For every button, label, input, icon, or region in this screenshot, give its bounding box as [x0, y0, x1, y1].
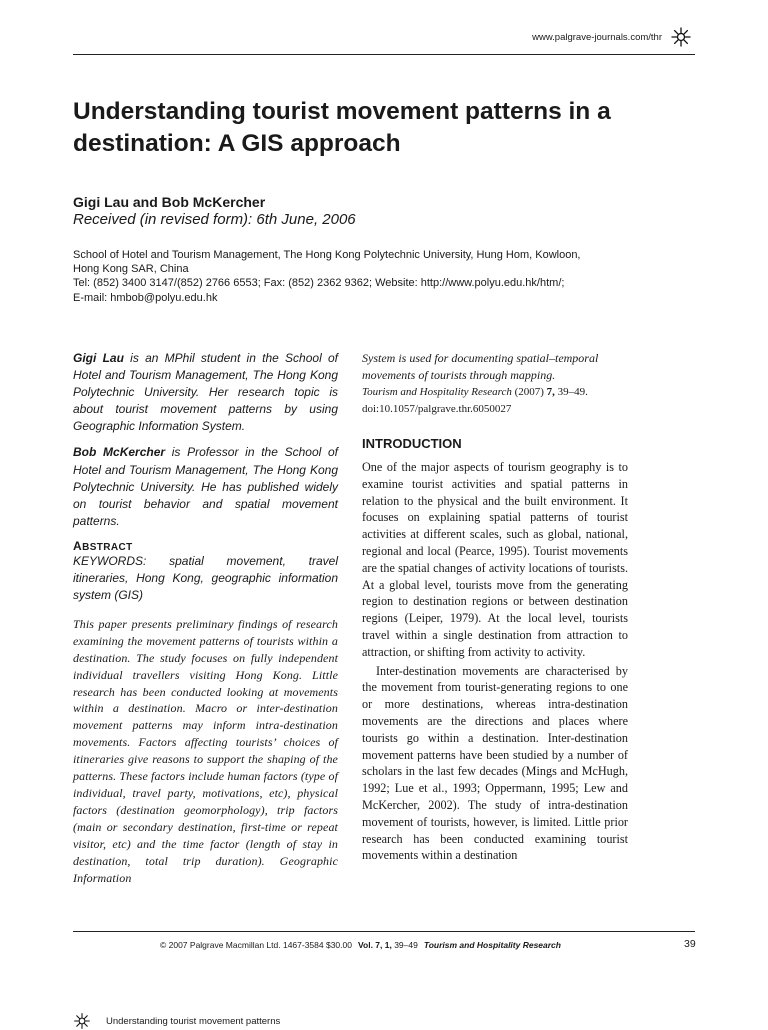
- author-bio-lau: [73, 350, 338, 435]
- citation-year: (2007): [511, 386, 547, 398]
- right-column: [362, 350, 628, 864]
- top-rule: [73, 54, 695, 55]
- citation: [362, 384, 628, 401]
- bio-text: is an MPhil student in the School of Hotel and Tourism Management, The Hong Kong Polytechnic University. Her research topic is about tourist movement patterns by using Geographic Information System.: [73, 351, 339, 434]
- intro-paragraph: One of the major aspects of tourism geography is to examine tourist activities and spatial patterns in relation to the physical and the built environment. It focuses on explaining spatial patterns of tourist activities at different scales, such as global, national, regional and local (Pearce, 1995). Tourist movements are the spatial changes of activity locations of tourists. At a global level, tourists move from the generating region to destination regions or between destination regions (Leiper, 1979). At the local level, tourists travel within a single destination from attraction to attraction, or shifting from activity to activity.: [362, 460, 628, 659]
- abstract-heading: [73, 539, 338, 553]
- footer-pages: 39–49: [391, 940, 418, 950]
- bio-text: is Professor in the School of Hotel and Tourism Management, The Hong Kong Polytechnic University. He has published widely on tourist behavior and spatial movement patterns.: [73, 445, 339, 528]
- bottom-rule: [73, 931, 695, 932]
- abstract-heading-rest: BSTRACT: [82, 541, 133, 553]
- citation-doi[interactable]: doi:10.1057/palgrave.thr.6050027: [362, 403, 512, 415]
- section-heading-introduction: INTRODUCTION: [362, 436, 462, 451]
- bio-name: Bob McKercher: [73, 445, 166, 460]
- author-bio-mckercher: [73, 444, 338, 529]
- abstract-continuation: System is used for documenting spatial–temporal movements of tourists through mapping.: [362, 351, 599, 382]
- citation-pages: 39–49.: [554, 386, 588, 398]
- abstract-text: This paper presents preliminary findings of research examining the movement patterns of tourists within a destination. The study focuses on fully independent individual travellers visiting Hong Kong. Little research has been conducted looking at movements within a destination. Macro or inter-destination movement patterns may inform intra-destination movements. Factors affecting tourists’ choices of itineraries give reasons to support the shaping of the patterns. These factors include human factors (type of individual, travel party, motivations, etc), physical factors (destination geomorphology), trip factors (main or secondary destination, first-time or repeat visitor, etc) and the time factor (length of stay in destination, total trip duration). Geographic Information: [73, 616, 338, 885]
- bio-name: Gigi Lau: [73, 351, 124, 365]
- affiliation-line: Tel: (852) 3400 3147/(852) 2766 6553; Fax: (852) 2362 9362; Website: http://www.polyu.edu.hk/htm/;: [73, 277, 565, 290]
- palgrave-star-icon: [73, 1012, 91, 1030]
- authors: Gigi Lau and Bob McKercher: [73, 194, 266, 210]
- journal-url[interactable]: www.palgrave-journals.com/thr: [532, 32, 662, 43]
- affiliation-line: E-mail: hmbob@polyu.edu.hk: [73, 291, 218, 304]
- affiliation: [73, 248, 633, 305]
- intro-paragraph: Inter-destination movements are characterised by the movement from tourist-generating regions to one or more destinations, whereas intra-destination movements are the directions and places where tourists go within a destination. Inter-destination movement patterns have been studied by a number of scholars in the last few decades (Mings and McHugh, 1992; Lue et al., 1993; Oppermann, 1995; Lew and McKercher, 2002). The study of intra-destination movement of tourists, however, is limited. Little prior research has been conducted examining tourist movements within a destination: [362, 663, 628, 863]
- page-footer: [160, 940, 561, 950]
- received-date: Received (in revised form): 6th June, 2006: [73, 211, 356, 228]
- abstract-heading-initial: A: [73, 538, 83, 553]
- left-column: [73, 350, 338, 886]
- footer-copyright: © 2007 Palgrave Macmillan Ltd. 1467-3584 $30.00: [160, 940, 352, 950]
- next-page-running-header: Understanding tourist movement patterns: [106, 1016, 281, 1027]
- article-title: Understanding tourist movement patterns in a destination: A GIS approach: [73, 98, 611, 157]
- citation-volume: 7,: [546, 386, 555, 398]
- footer-volume: Vol. 7, 1,: [357, 940, 392, 950]
- citation-journal: Tourism and Hospitality Research: [362, 386, 512, 398]
- affiliation-line: School of Hotel and Tourism Management, The Hong Kong Polytechnic University, Hung Hom, Kowloon,: [73, 249, 581, 261]
- footer-journal: Tourism and Hospitality Research: [423, 940, 561, 950]
- keywords: KEYWORDS: spatial movement, travel itineraries, Hong Kong, geographic information system (GIS): [73, 553, 338, 602]
- palgrave-star-icon: [670, 26, 692, 48]
- affiliation-line: Hong Kong SAR, China: [73, 263, 189, 276]
- page-number: 39: [684, 938, 696, 950]
